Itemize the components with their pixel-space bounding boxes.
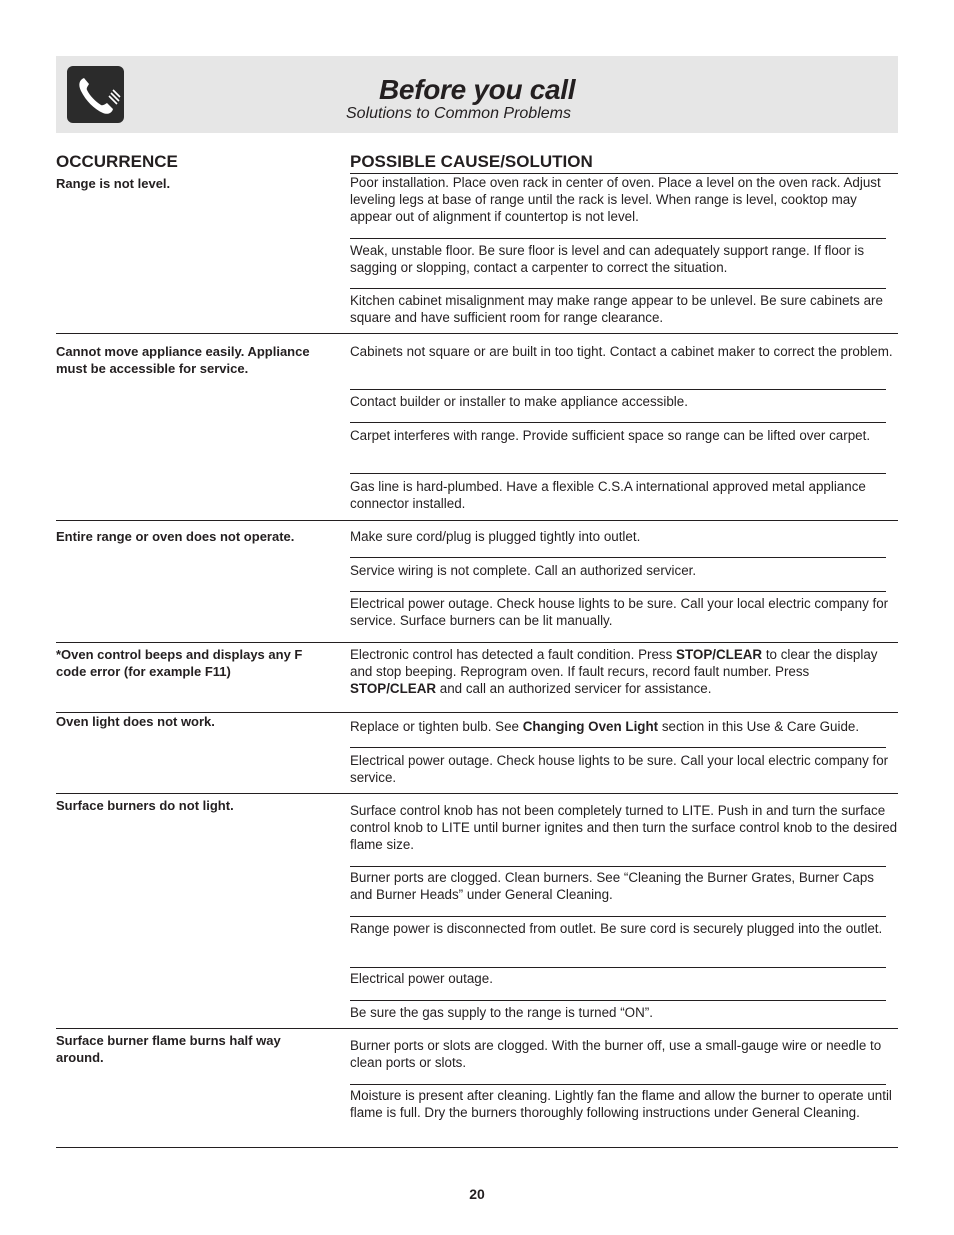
solution-divider — [350, 1000, 886, 1001]
solution-divider — [350, 967, 886, 968]
solution-text-part: Replace or tighten bulb. See — [350, 719, 523, 734]
section-divider — [56, 333, 898, 334]
section-divider — [56, 1028, 898, 1029]
solution-divider — [350, 747, 886, 748]
occurrence-text: Oven light does not work. — [56, 714, 215, 729]
solution-text: Electrical power outage. Check house lights to be sure. Call your local electric company for service. Surface burners can be lit manually. — [350, 596, 889, 628]
solution-text: Surface control knob has not been completely turned to LITE. Push in and turn the surface control knob to LITE until burner ignites and then turn the surface control knob to the desired flame size. — [350, 803, 898, 852]
header-band — [56, 56, 898, 133]
section-divider — [56, 1147, 898, 1148]
occurrence-text: Range is not level. — [56, 176, 171, 191]
solution-divider — [350, 557, 886, 558]
solution-text-part: Electronic control has detected a fault condition. Press — [350, 647, 677, 662]
solution-text: Burner ports or slots are clogged. With the burner off, use a small-gauge wire or needle to clean ports or slots. — [350, 1038, 882, 1070]
solution-text: Be sure the gas supply to the range is turned “ON”. — [350, 1005, 653, 1020]
solution-heading: POSSIBLE CAUSE/SOLUTION — [350, 152, 593, 171]
solution-text: Moisture is present after cleaning. Lightly fan the flame and allow the burner to operate until flame is full. Dry the burners thoroughly following instructions under General Cleaning. — [350, 1088, 892, 1120]
solution-divider — [350, 916, 886, 917]
occurrence-text: Entire range or oven does not operate. — [56, 529, 295, 544]
solution-text-part: section in this Use & Care Guide. — [658, 719, 860, 734]
solution-divider — [350, 288, 886, 289]
changing-oven-light-label: Changing Oven Light — [522, 719, 659, 734]
solution-divider — [350, 238, 886, 239]
solution-divider — [350, 473, 886, 474]
stop-clear-label: STOP/CLEAR — [350, 681, 437, 696]
section-divider — [56, 642, 898, 643]
page-number: 20 — [469, 1186, 485, 1202]
occurrence-text: Surface burners do not light. — [56, 798, 234, 813]
solution-text — [350, 718, 898, 735]
occurrence-heading: OCCURRENCE — [56, 152, 178, 171]
solution-text: Range power is disconnected from outlet. Be sure cord is securely plugged into the outlet. — [350, 921, 883, 936]
solution-text: Burner ports are clogged. Clean burners. See “Cleaning the Burner Grates, Burner Caps and Burner Heads” under General Cleaning. — [350, 870, 875, 902]
solution-text: Weak, unstable floor. Be sure floor is level and can adequately support range. If floor is sagging or slopping, contact a carpenter to correct the situation. — [350, 243, 865, 275]
page-title: Before you call — [379, 74, 576, 105]
occurrence-text: *Oven control beeps and displays any F code error (for example F11) — [56, 647, 303, 679]
occurrence-text: Surface burner flame burns half way around. — [56, 1033, 281, 1065]
solution-divider — [350, 389, 886, 390]
page-subtitle: Solutions to Common Problems — [346, 105, 571, 122]
solution-divider — [350, 422, 886, 423]
solution-text: Poor installation. Place oven rack in center of oven. Place a level on the oven rack. Adjust leveling legs at base of range until the rack is level. When range is level, cooktop may appear out of alignment if countertop is not level. — [350, 175, 881, 224]
solution-divider — [350, 1084, 886, 1085]
solution-text: Gas line is hard-plumbed. Have a flexible C.S.A international approved metal appliance connector installed. — [350, 479, 866, 511]
telephone-icon — [67, 66, 124, 123]
solution-text-part: to clear the display and stop beeping. Reprogram oven. If fault recurs, record fault number. Press — [350, 647, 878, 679]
solution-text: Carpet interferes with range. Provide sufficient space so range can be lifted over carpet. — [350, 428, 871, 443]
solution-text: Electrical power outage. Check house lights to be sure. Call your local electric company for service. — [350, 753, 889, 785]
solution-text: Kitchen cabinet misalignment may make range appear to be unlevel. Be sure cabinets are square and have sufficient room for range clearance. — [350, 293, 883, 325]
solution-divider — [350, 866, 886, 867]
solution-text: Make sure cord/plug is plugged tightly into outlet. — [350, 529, 641, 544]
stop-clear-label: STOP/CLEAR — [676, 647, 763, 662]
occurrence-text: Cannot move appliance easily. Appliance must be accessible for service. — [56, 344, 310, 376]
solution-text: Service wiring is not complete. Call an authorized servicer. — [350, 563, 697, 578]
solution-text: Contact builder or installer to make appliance accessible. — [350, 394, 688, 409]
solution-text — [350, 646, 898, 697]
section-divider — [56, 520, 898, 521]
solution-text: Cabinets not square or are built in too tight. Contact a cabinet maker to correct the problem. — [350, 344, 893, 359]
section-divider — [56, 793, 898, 794]
solution-divider — [350, 591, 886, 592]
solution-text-part: and call an authorized servicer for assistance. — [436, 681, 712, 696]
solution-text: Electrical power outage. — [350, 971, 493, 986]
